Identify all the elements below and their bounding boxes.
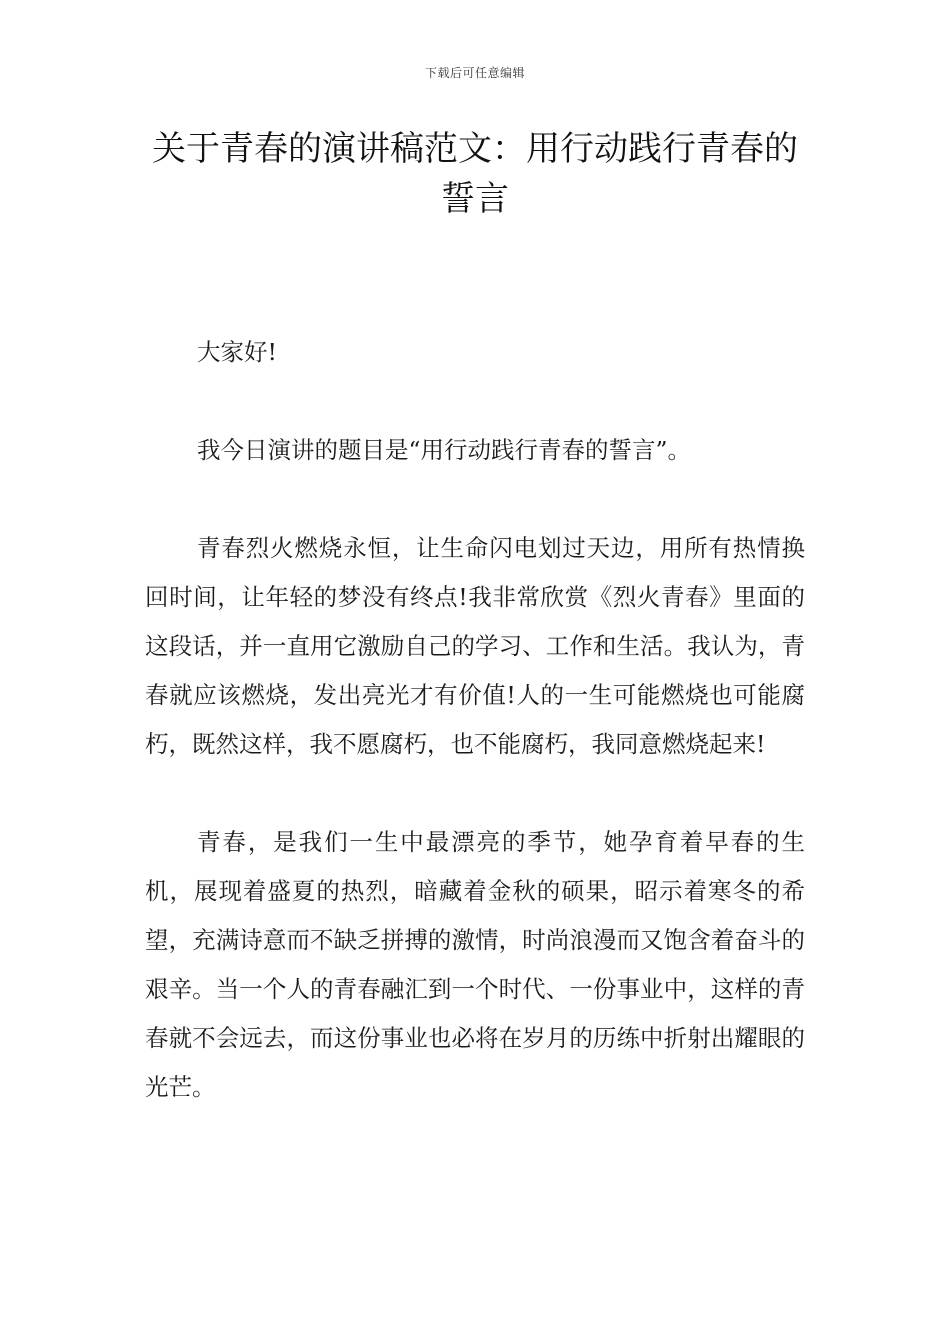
header-note: 下载后可任意编辑 [424,66,525,80]
paragraph-1: 青春烈火燃烧永恒，让生命闪电划过天边，用所有热情换回时间，让年轻的梦没有终点!我非常欣赏《烈火青春》里面的这段话，并一直用它激励自己的学习、工作和生活。我认为，青春就应该燃烧，发出亮光才有价值!人的一生可能燃烧也可能腐朽，既然这样，我不愿腐朽，也不能腐朽，我同意燃烧起来! [145,534,805,758]
document-title: 关于青春的演讲稿范文：用行动践行青春的誓言 [152,129,798,219]
document-body [145,328,805,1161]
paragraph-2: 青春，是我们一生中最漂亮的季节，她孕育着早春的生机，展现着盛夏的热烈，暗藏着金秋的硕果，昭示着寒冬的希望，充满诗意而不缺乏拼搏的激情，时尚浪漫而又饱含着奋斗的艰辛。当一个人的青春融汇到一个时代、一份事业中，这样的青春就不会远去，而这份事业也必将在岁月的历练中折射出耀眼的光芒。 [145,828,805,1101]
paragraph-greeting: 大家好! [197,338,277,366]
paragraph-topic: 我今日演讲的题目是“用行动践行青春的誓言”。 [197,436,692,464]
